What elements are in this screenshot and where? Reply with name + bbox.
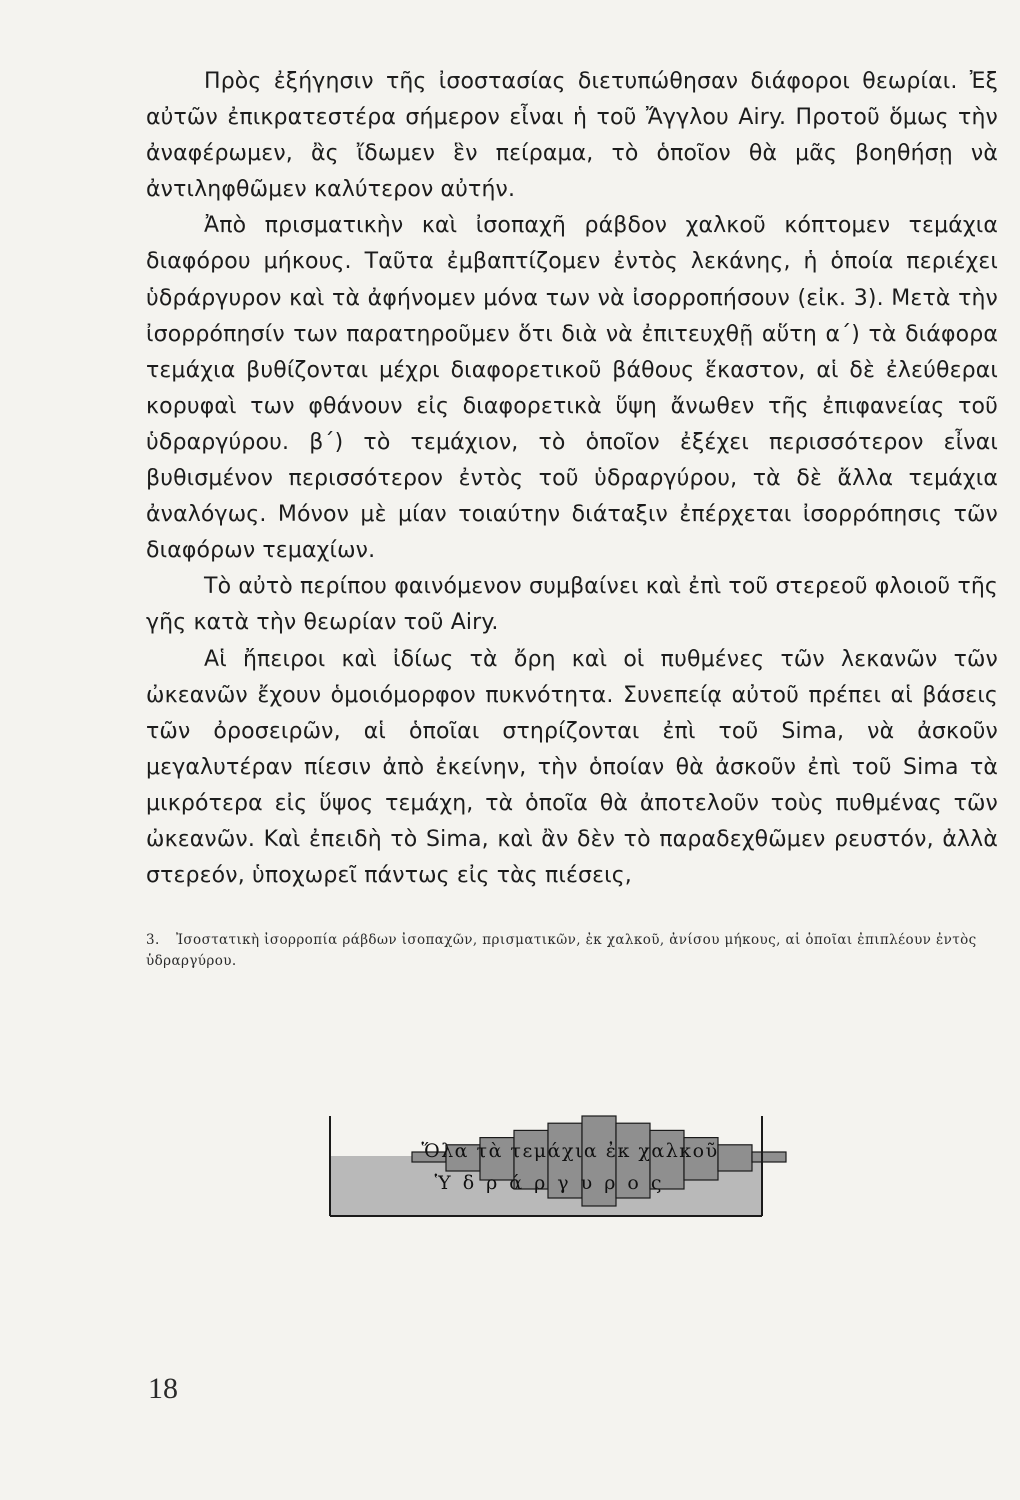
blocks-label: Ὅλα τὰ τεμάχια ἐκ χαλκοῦ [421, 1140, 719, 1162]
liquid-label: Ὑδράργυρος [434, 1172, 674, 1194]
paragraph: Ἀπὸ πρισματικὴν καὶ ἰσοπαχῆ ράβδον χαλκοῦ κόπτομεν τεμάχια διαφόρου μήκους. Ταῦτα ἐμβαπτίζομεν ἐντὸς λεκάνης, ἡ ὁποία περιέχει ὑδράργυρον καὶ τὰ ἀφήνομεν μόνα των νὰ ἰσορροπήσουν (εἰκ. 3). Μετὰ τὴν ἰσορρόπησίν των παρατηροῦμεν ὅτι διὰ νὰ ἐπιτευχθῇ αὕτη α΄) τὰ διάφορα τεμάχια βυθίζονται μέχρι διαφορετικοῦ βάθους ἕκαστον, αἱ δὲ ἐλεύθεραι κορυφαὶ των φθάνουν εἰς διαφορετικὰ ὕψη ἄνωθεν τῆς ἐπιφανείας τοῦ ὑδραργύρου. β΄) τὸ τεμάχιον, τὸ ὁποῖον ἐξέχει περισσότερον εἶναι βυθισμένον περισσότερον ἐντὸς τοῦ ὑδραργύρου, τὰ δὲ ἄλλα τεμάχια ἀναλόγως. Μόνον μὲ μίαν τοιαύτην διάταξιν ἐπέρχεται ἰσορρόπησις τῶν διαφόρων τεμαχίων. [146, 213, 998, 564]
isostasy-diagram [326, 1116, 766, 1216]
paragraph: Τὸ αὐτὸ περίπου φαινόμενον συμβαίνει καὶ ἐπὶ τοῦ στερεοῦ φλοιοῦ τῆς γῆς κατὰ τὴν θεωρίαν τοῦ Airy. [146, 574, 998, 636]
paragraph: Πρὸς ἐξήγησιν τῆς ἰσοστασίας διετυπώθησαν διάφοροι θεωρίαι. Ἐξ αὐτῶν ἐπικρατεστέρα σήμερον εἶναι ἡ τοῦ Ἄγγλου Airy. Προτοῦ ὅμως τὴν ἀναφέρωμεν, ἂς ἴδωμεν ἓν πείραμα, τὸ ὁποῖον θὰ μᾶς βοηθήσῃ νὰ ἀντιληφθῶμεν καλύτερον αὐτήν. [146, 69, 998, 203]
body-text [146, 64, 998, 894]
footnote-number: 3. [146, 932, 160, 948]
paragraph: Αἱ ἤπειροι καὶ ἰδίως τὰ ὄρη καὶ οἱ πυθμένες τῶν λεκανῶν τῶν ὠκεανῶν ἔχουν ὁμοιόμορφον πυκνότητα. Συνεπείᾳ αὐτοῦ πρέπει αἱ βάσεις τῶν ὀροσειρῶν, αἱ ὁποῖαι στηρίζονται ἐπὶ τοῦ Sima, νὰ ἀσκοῦν μεγαλυτέραν πίεσιν ἀπὸ ἐκείνην, τὴν ὁποίαν θὰ ἀσκοῦν ἐπὶ τοῦ Sima τὰ μικρότερα εἰς ὕψος τεμάχη, τὰ ὁποῖα θὰ ἀποτελοῦν τοὺς πυθμένας τῶν ὠκεανῶν. Καὶ ἐπειδὴ τὸ Sima, καὶ ἂν δὲν τὸ παραδεχθῶμεν ρευστόν, ἀλλὰ στερεόν, ὑποχωρεῖ πάντως εἰς τὰς πιέσεις, [146, 646, 998, 889]
page-number: 18 [148, 1372, 178, 1405]
footnote-text: Ἰσοστατικὴ ἰσορροπία ράβδων ἰσοπαχῶν, πρισματικῶν, ἐκ χαλκοῦ, ἀνίσου μήκους, αἱ ὁποῖαι ἐπιπλέουν ἐντὸς ὑδραργύρου. [146, 932, 977, 969]
isostasy-figure [326, 1116, 766, 1216]
figure-caption-footnote [146, 930, 998, 972]
